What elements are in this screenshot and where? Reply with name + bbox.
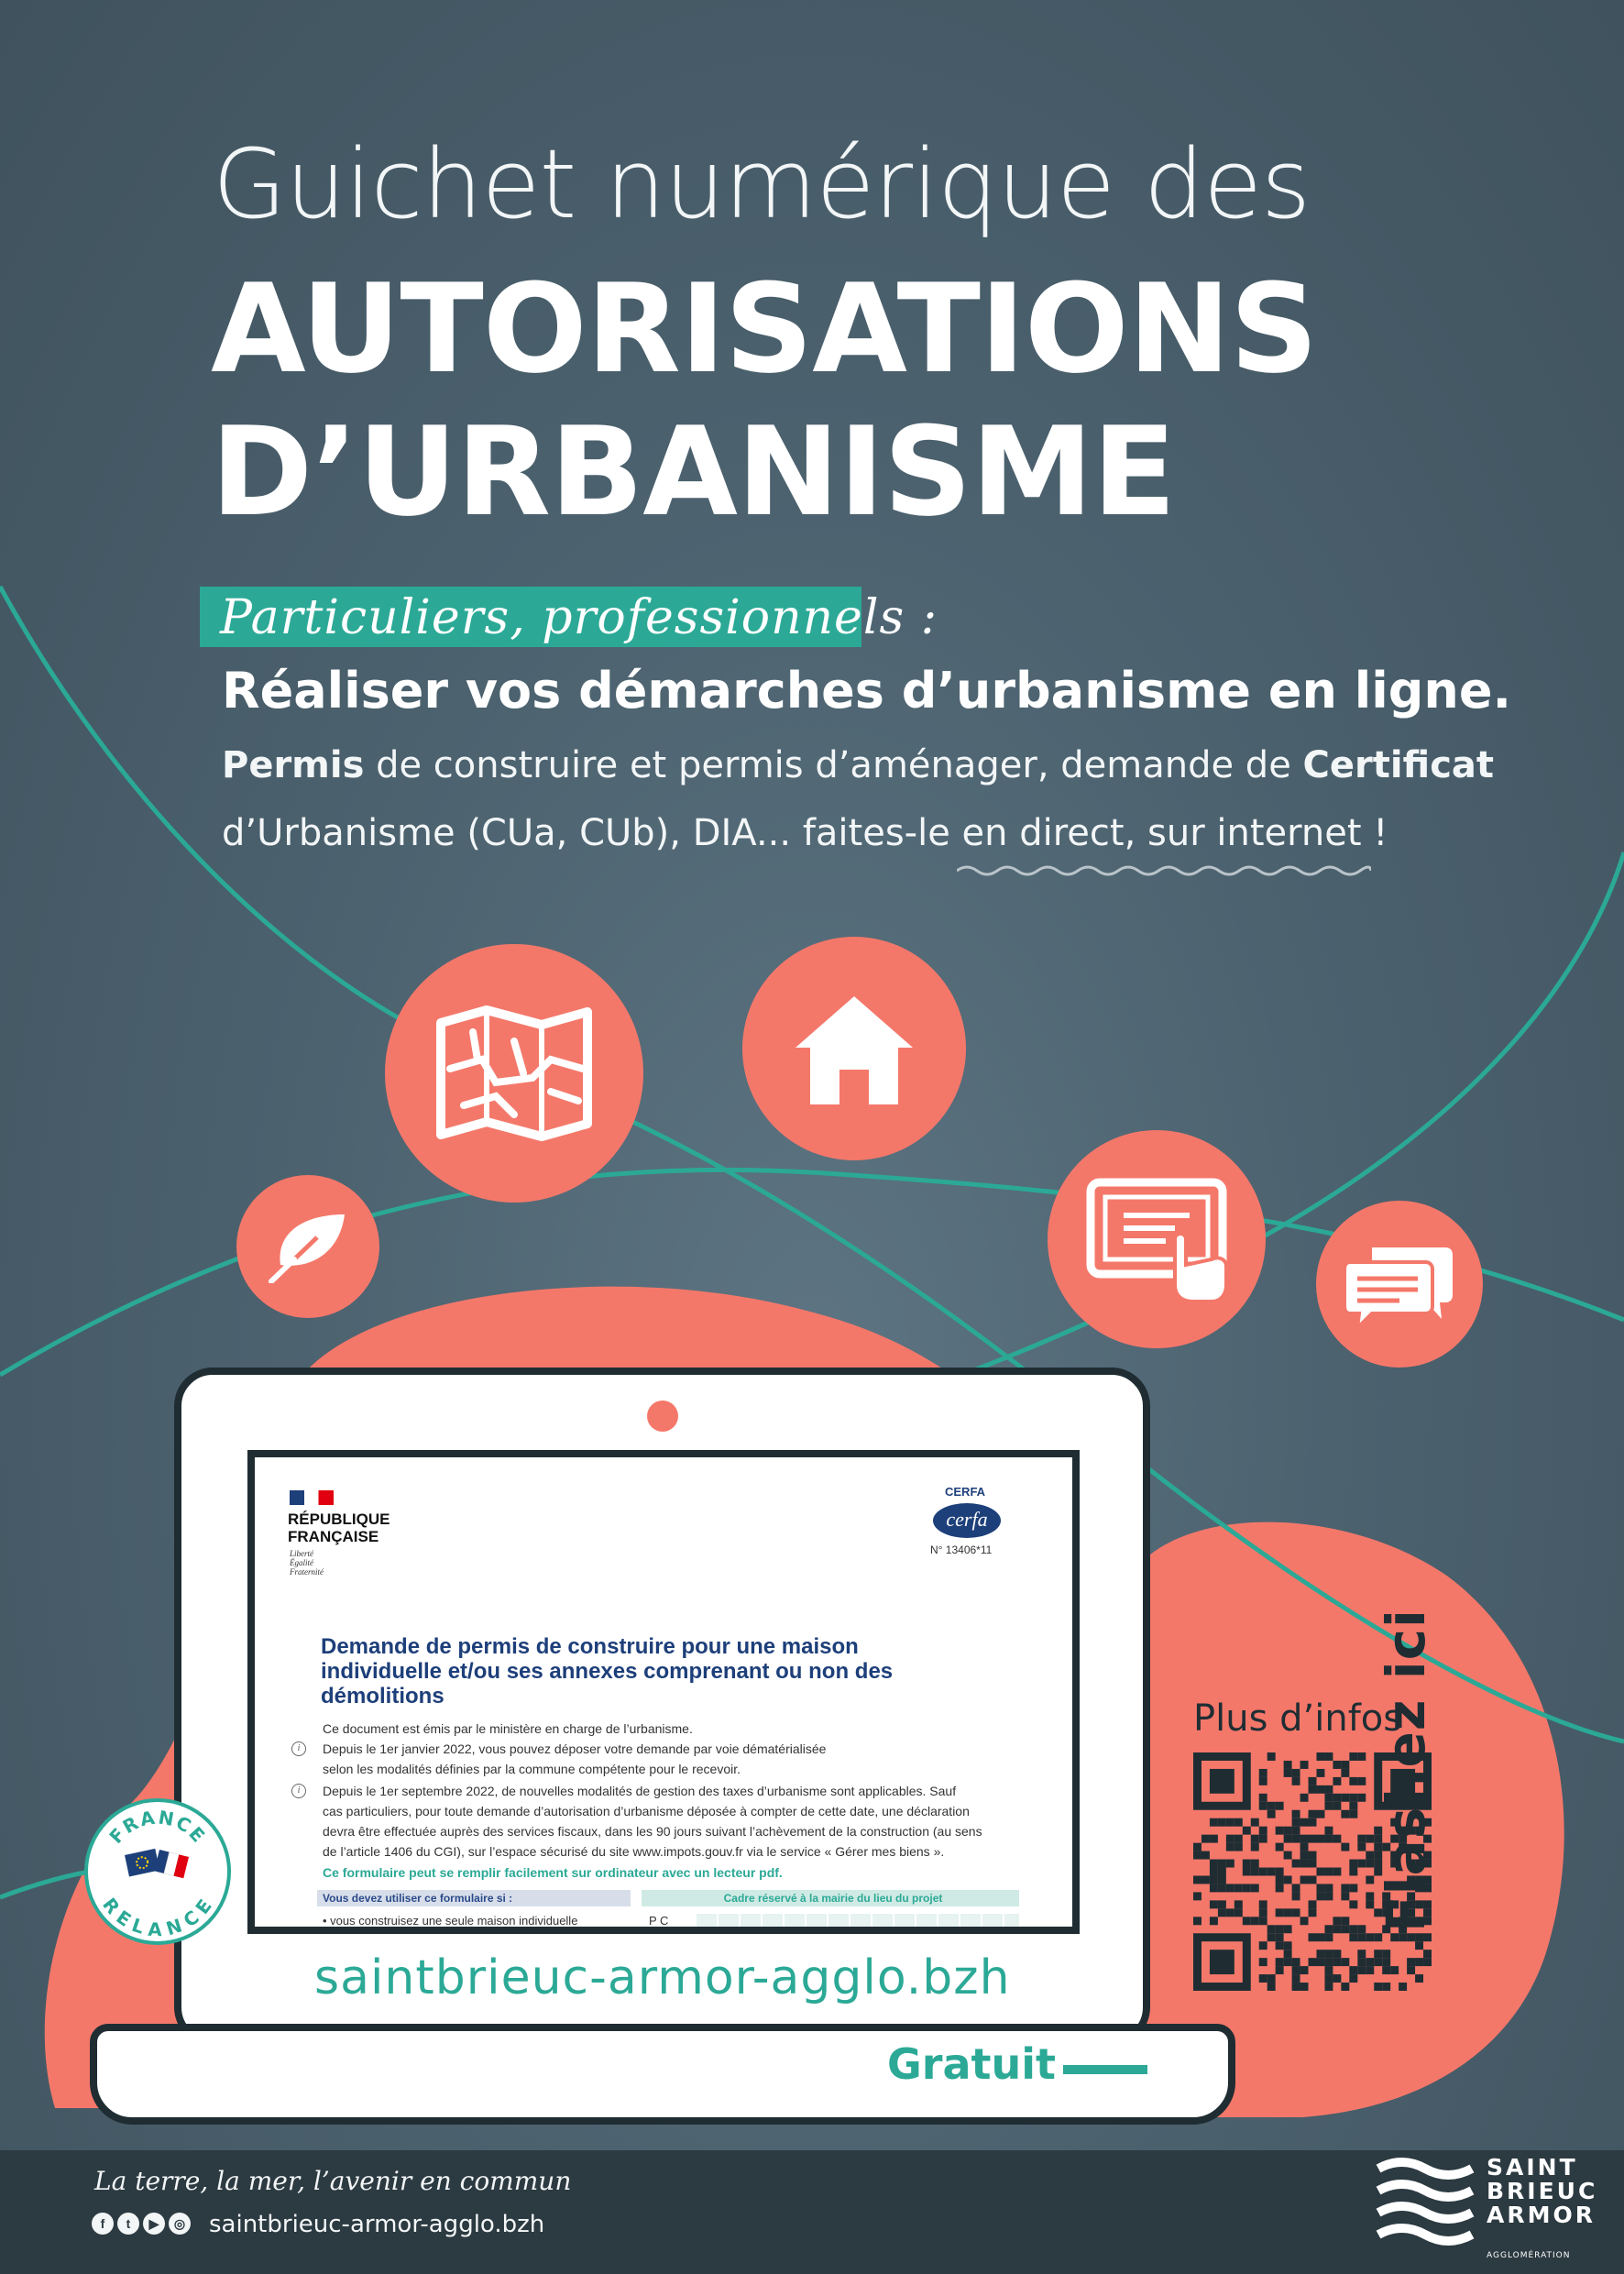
laptop-base	[90, 2024, 1235, 2125]
france-relance-emblem	[88, 1802, 227, 1941]
title-line-2: AUTORISATIONS	[211, 258, 1318, 401]
cerfa-logo: cerfa	[933, 1503, 1001, 1538]
doc-bar-right: Cadre réservé à la mairie du lieu du projet	[642, 1890, 1019, 1906]
map-icon	[385, 944, 643, 1203]
gratuit-label: Gratuit	[887, 2039, 1056, 2089]
gratuit-dash	[1063, 2065, 1147, 2074]
french-flag-logo	[290, 1490, 334, 1505]
agglo-logo-subtitle: AGGLOMÉRATION	[1487, 2251, 1571, 2260]
leaf-icon	[236, 1175, 379, 1318]
facebook-icon[interactable]: f	[92, 2213, 114, 2235]
rf-line-1: RÉPUBLIQUE	[288, 1511, 390, 1528]
badge-top-text: FRANCE	[104, 1806, 211, 1848]
doc-paragraph-2a: Depuis le 1er janvier 2022, vous pouvez déposer votre demande par voie dématérialisée	[323, 1741, 827, 1756]
body-permis: Permis	[222, 744, 365, 786]
laptop-camera	[647, 1401, 678, 1432]
cerfa-number: N° 13406*11	[930, 1543, 993, 1556]
svg-text:FRANCE	[104, 1806, 210, 1848]
chat-icon	[1316, 1201, 1483, 1368]
agglo-logo-text	[1487, 2156, 1597, 2227]
doc-paragraph-3d: de l’article 1406 du CGI), sur l’espace sécurisé du site www.impots.gouv.fr via le service « Gérer mes biens ».	[323, 1844, 945, 1859]
title-line-1: Guichet numérique des	[213, 128, 1311, 240]
info-icon: i	[291, 1741, 306, 1756]
doc-bullet-1: • vous construisez une seule maison individuelle	[323, 1914, 578, 1928]
waves-logo-icon	[1375, 2156, 1476, 2247]
doc-bar-left: Vous devez utiliser ce formulaire si :	[317, 1890, 631, 1906]
rf-motto-2: Égalité	[290, 1558, 313, 1567]
body-line-2-start: d’Urbanisme (CUa, CUb), DIA... faites-le	[222, 812, 962, 854]
title-line-3: D’URBANISME	[211, 401, 1176, 544]
rf-line-2: FRANÇAISE	[288, 1528, 379, 1545]
body-line-1-mid: de construire et permis d’aménager, demande de	[364, 744, 1303, 786]
badge-bottom-text: RELANCE	[98, 1893, 217, 1941]
footer-url[interactable]: saintbrieuc-armor-agglo.bzh	[209, 2211, 545, 2238]
republique-francaise-label	[288, 1511, 390, 1545]
touch-screen-icon	[1048, 1130, 1266, 1348]
doc-paragraph-3b: cas particuliers, pour toute demande d’autorisation d’urbanisme déposée à compter de cette date, une déclaration	[323, 1804, 970, 1818]
twitter-icon[interactable]: t	[117, 2213, 139, 2235]
flashez-ici-label: Flashez ici	[1375, 1609, 1437, 1932]
rf-motto-3: Fraternité	[290, 1567, 324, 1576]
body-certificat: Certificat	[1302, 744, 1495, 786]
cerfa-label: CERFA	[945, 1485, 986, 1499]
doc-form-grid	[697, 1914, 1019, 1927]
svg-text:RELANCE	[98, 1894, 217, 1940]
subheading: Réaliser vos démarches d’urbanisme en ligne.	[222, 662, 1511, 720]
doc-paragraph-2b: selon les modalités définies par la commune compétente pour le recevoir.	[323, 1762, 741, 1776]
youtube-icon[interactable]: ▶	[143, 2213, 165, 2235]
qr-label: Plus d’infos	[1193, 1697, 1403, 1740]
body-line-1	[222, 744, 1494, 786]
document-title: Demande de permis de construire pour une maison individuelle et/ou ses annexes comprenant ou non des démolitions	[321, 1634, 894, 1708]
doc-paragraph-3c: devra être effectuée auprès des services fiscaux, dans les 90 jours suivant l’achèvement de la construction (au sens	[323, 1824, 982, 1839]
doc-pc: P C	[649, 1914, 669, 1928]
rf-motto-1: Liberté	[290, 1549, 313, 1558]
logo-line-2: BRIEUC	[1487, 2178, 1598, 2204]
logo-line-3: ARMOR	[1487, 2202, 1596, 2228]
tagline: Particuliers, professionnels :	[220, 590, 938, 645]
wavy-underline	[957, 862, 1371, 880]
doc-paragraph-1: Ce document est émis par le ministère en charge de l’urbanisme.	[323, 1721, 693, 1736]
home-icon	[742, 937, 966, 1160]
info-icon: i	[291, 1784, 306, 1798]
body-underlined: en direct, sur internet	[961, 812, 1362, 854]
website-url[interactable]: saintbrieuc-armor-agglo.bzh	[314, 1950, 1011, 2005]
body-line-2	[222, 812, 1388, 854]
instagram-icon[interactable]: ◎	[169, 2213, 191, 2235]
body-line-2-end: !	[1361, 812, 1388, 854]
france-relance-badge	[84, 1798, 231, 1945]
rf-motto	[290, 1549, 324, 1576]
doc-paragraph-3a: Depuis le 1er septembre 2022, de nouvelles modalités de gestion des taxes d’urbanisme sont applicables. Sauf	[323, 1784, 957, 1798]
footer-slogan: La terre, la mer, l’avenir en commun	[94, 2166, 572, 2196]
logo-line-1: SAINT	[1487, 2154, 1578, 2181]
doc-green-note: Ce formulaire peut se remplir facilement sur ordinateur avec un lecteur pdf.	[323, 1865, 783, 1880]
